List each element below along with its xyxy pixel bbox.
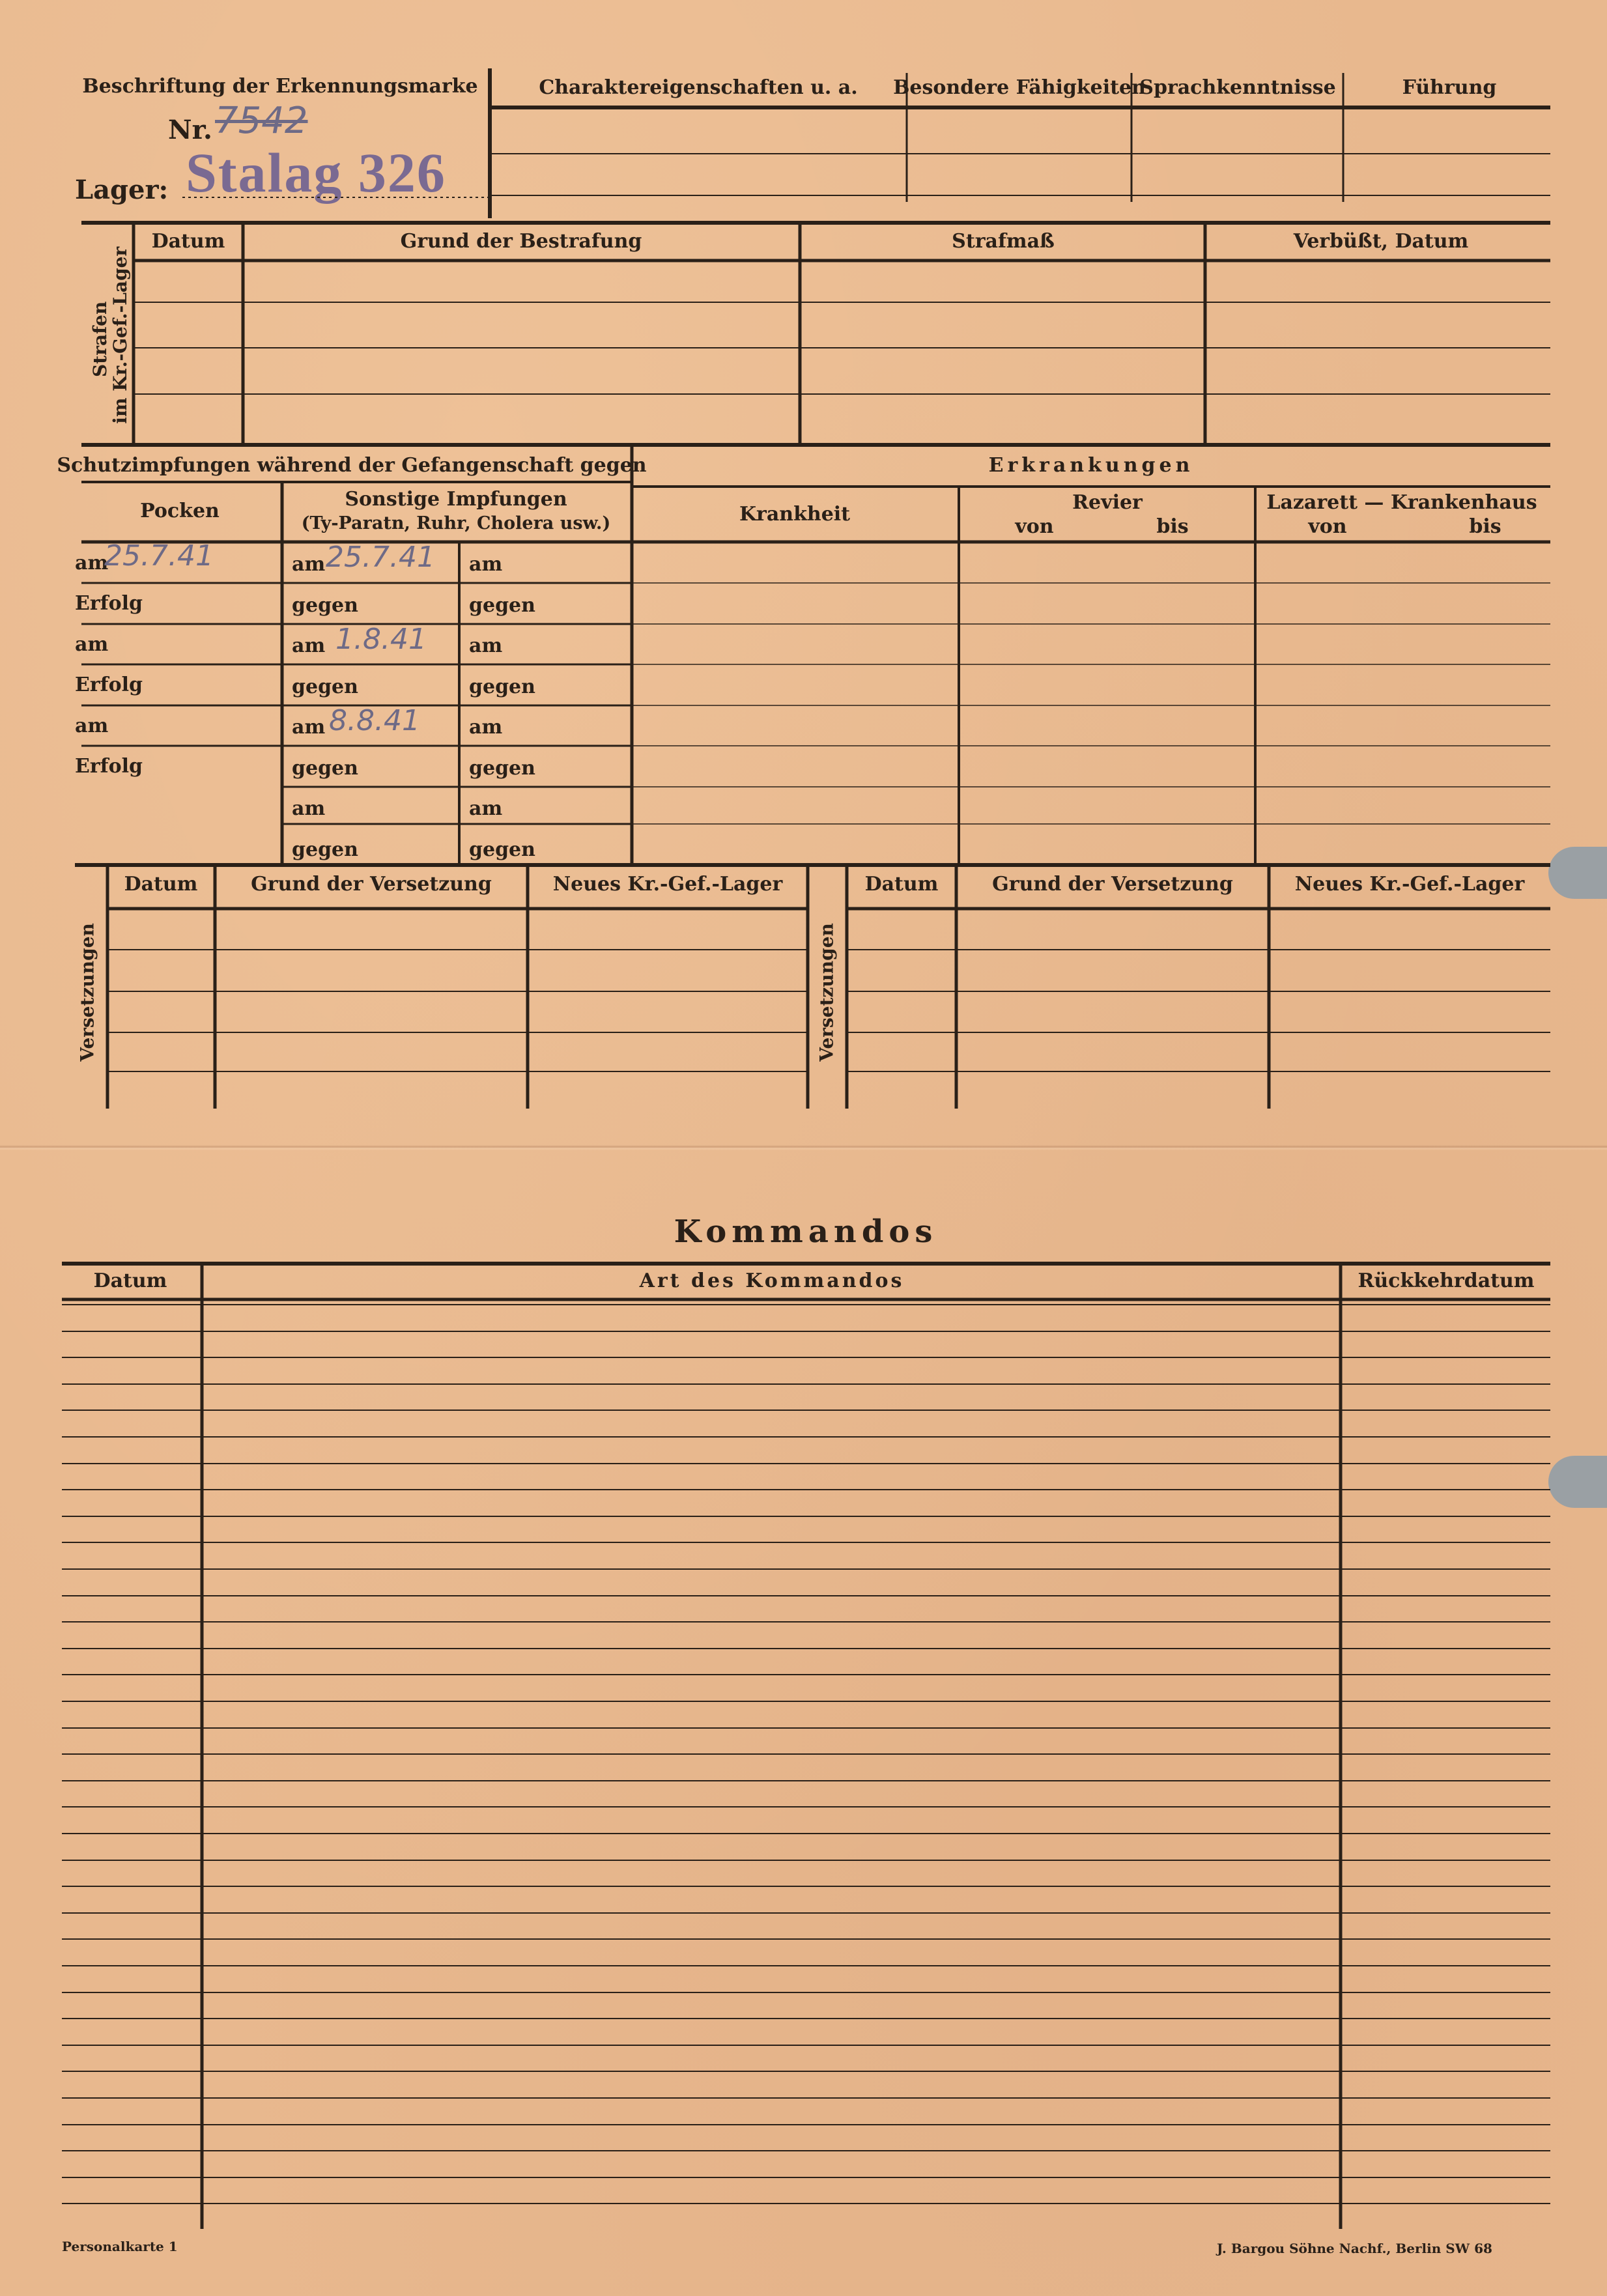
footer-form-number: Personalkarte 1 (62, 2239, 178, 2254)
nr-label: Nr. (168, 115, 212, 145)
sonstige-label: Sonstige Impfungen (345, 488, 567, 511)
strafen-col-verbuesst: Verbüßt, Datum (1293, 230, 1469, 253)
pocken-erfolg-2: Erfolg (75, 673, 143, 696)
pocken-erfolg-1: Erfolg (75, 592, 143, 615)
sonstige-gegen-2: gegen (292, 675, 358, 698)
lazarett-bis-label: bis (1469, 515, 1501, 538)
sonstige2-am-1: am (469, 553, 503, 576)
strafen-col-strafmass: Strafmaß (952, 230, 1055, 253)
pocken-date-1: 25.7.41 (104, 539, 214, 573)
sonstige-gegen-3: gegen (292, 757, 358, 780)
col-sprachen: Sprachkenntnisse (1139, 76, 1336, 99)
col-faehigkeiten: Besondere Fähigkeiten (893, 76, 1146, 99)
sonstige-date-1: 25.7.41 (326, 541, 435, 574)
sonstige-date-3: 8.8.41 (329, 704, 420, 737)
lazarett-label: Lazarett — Krankenhaus (1266, 491, 1537, 514)
sonstige-gegen-1: gegen (292, 594, 358, 617)
erkennungsmarke-label: Beschriftung der Erkennungsmarke (82, 75, 478, 98)
krankheit-label: Krankheit (739, 503, 851, 526)
versetzungen-side-label-left: Versetzungen (76, 923, 98, 1062)
pocken-erfolg-3: Erfolg (75, 755, 143, 778)
sonstige2-gegen-1: gegen (469, 594, 535, 617)
pocken-am-3: am (75, 715, 109, 737)
impfungen-title: Schutzimpfungen während der Gefangenschaft gegen (57, 454, 647, 477)
pocken-am-1: am (75, 552, 109, 574)
revier-bis-label: bis (1156, 515, 1189, 538)
sonstige2-am-4: am (469, 797, 503, 820)
kommandos-col-datum: Datum (93, 1269, 167, 1292)
col-fuehrung: Führung (1402, 76, 1497, 99)
kommandos-col-rueckkehr: Rückkehrdatum (1358, 1269, 1535, 1292)
vers-left-col-lager: Neues Kr.-Gef.-Lager (552, 873, 783, 896)
strafen-col-datum: Datum (151, 230, 225, 253)
sonstige2-gegen-3: gegen (469, 757, 535, 780)
sonstige-date-2: 1.8.41 (335, 623, 427, 656)
vers-right-col-datum: Datum (864, 873, 939, 896)
strafen-side-label (89, 246, 131, 424)
vers-left-col-datum: Datum (124, 873, 198, 896)
vers-right-col-lager: Neues Kr.-Gef.-Lager (1294, 873, 1525, 896)
col-charakter: Charaktereigenschaften u. a. (539, 76, 858, 99)
sonstige-am-2: am (292, 634, 326, 657)
sonstige-am-4: am (292, 797, 326, 820)
strafen-col-grund: Grund der Bestrafung (400, 230, 642, 253)
sonstige2-am-2: am (469, 634, 503, 657)
revier-label: Revier (1072, 491, 1143, 514)
sonstige-am-1: am (292, 553, 326, 576)
versetzungen-side-label-right: Versetzungen (816, 923, 838, 1062)
lazarett-von-label: von (1308, 515, 1347, 538)
lager-label: Lager: (75, 175, 169, 205)
sonstige-sub: (Ty-Paratn, Ruhr, Cholera usw.) (301, 513, 611, 533)
strafen-side-label-2: im Kr.-Gef.-Lager (109, 246, 131, 424)
pocken-label: Pocken (140, 500, 220, 522)
kommandos-title: Kommandos (674, 1213, 938, 1250)
erkrankungen-title: Erkrankungen (988, 454, 1194, 477)
vers-left-col-grund: Grund der Versetzung (251, 873, 492, 896)
nr-value: 7542 (215, 100, 308, 142)
sonstige2-gegen-2: gegen (469, 675, 535, 698)
sonstige2-am-3: am (469, 716, 503, 739)
footer-printer: J. Bargou Söhne Nachf., Berlin SW 68 (1217, 2241, 1492, 2256)
sonstige2-gegen-4: gegen (469, 838, 535, 861)
kommandos-col-art: Art des Kommandos (639, 1269, 905, 1292)
sonstige-am-3: am (292, 716, 326, 739)
strafen-side-label-1: Strafen (89, 301, 111, 377)
sonstige-gegen-4: gegen (292, 838, 358, 861)
pocken-am-2: am (75, 633, 109, 656)
vers-right-col-grund: Grund der Versetzung (992, 873, 1233, 896)
lager-stamp: Stalag 326 (186, 141, 446, 204)
lager-dotted-line (182, 195, 489, 199)
revier-von-label: von (1015, 515, 1054, 538)
